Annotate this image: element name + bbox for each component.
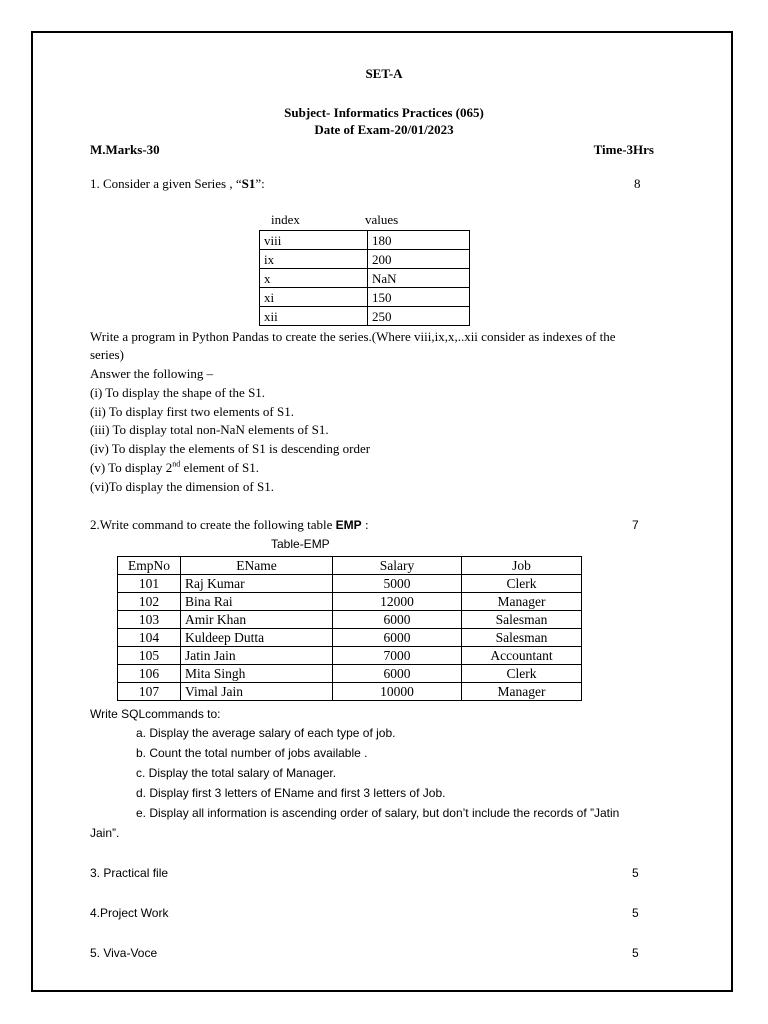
q3-label: 3. Practical file bbox=[90, 866, 169, 880]
q1-question: 1. Consider a given Series , “S1”: bbox=[90, 176, 265, 191]
table-row: 106 Mita Singh 6000 Clerk bbox=[118, 665, 582, 683]
q4-label: 4.Project Work bbox=[90, 906, 169, 920]
table-row: 101 Raj Kumar 5000 Clerk bbox=[118, 575, 582, 593]
q1-marks: 8 bbox=[634, 176, 641, 191]
q1-item-1: (i) To display the shape of the S1. bbox=[90, 385, 266, 400]
q2-question: 2.Write command to create the following table EMP : bbox=[90, 517, 369, 532]
q1-item-3: (iii) To display total non-NaN elements of S1. bbox=[90, 422, 329, 437]
q1-item-4: (iv) To display the elements of S1 is descending order bbox=[90, 441, 371, 456]
table-row: 107 Vimal Jain 10000 Manager bbox=[118, 683, 582, 701]
set-label: SET-A bbox=[365, 66, 403, 81]
q5-label: 5. Viva-Voce bbox=[90, 946, 158, 960]
exam-date: Date of Exam-20/01/2023 bbox=[314, 122, 454, 137]
sql-task-e: e. Display all information is ascending order of salary, but don’t include the records of ”Jatin bbox=[136, 806, 620, 820]
table-row: xi 150 bbox=[260, 288, 470, 307]
q3-marks: 5 bbox=[632, 866, 639, 880]
table-row: 102 Bina Rai 12000 Manager bbox=[118, 593, 582, 611]
q1-item-6: (vi)To display the dimension of S1. bbox=[90, 479, 274, 494]
table-row: xii 250 bbox=[260, 307, 470, 326]
q2-marks: 7 bbox=[632, 518, 639, 532]
sql-task-a: a. Display the average salary of each type of job. bbox=[136, 726, 396, 740]
sql-task-d: d. Display first 3 letters of EName and first 3 letters of Job. bbox=[136, 786, 446, 800]
emp-table-header: EmpNo EName Salary Job bbox=[118, 557, 582, 575]
table-row: ix 200 bbox=[260, 250, 470, 269]
max-marks: M.Marks-30 bbox=[90, 142, 160, 157]
q1-instruction-line1: Write a program in Python Pandas to create the series.(Where viii,ix,x,..xii consider as indexes of the bbox=[90, 329, 616, 344]
table-row: x NaN bbox=[260, 269, 470, 288]
table-row: 105 Jatin Jain 7000 Accountant bbox=[118, 647, 582, 665]
sql-intro: Write SQLcommands to: bbox=[90, 707, 221, 721]
q4-marks: 5 bbox=[632, 906, 639, 920]
sql-task-b: b. Count the total number of jobs available . bbox=[136, 746, 368, 760]
table-row: viii 180 bbox=[260, 231, 470, 250]
q1-instruction-line2: series) bbox=[90, 347, 124, 362]
table-row: 103 Amir Khan 6000 Salesman bbox=[118, 611, 582, 629]
emp-table-caption: Table-EMP bbox=[271, 537, 330, 551]
subject-title: Subject- Informatics Practices (065) bbox=[284, 105, 484, 120]
q1-item-2: (ii) To display first two elements of S1. bbox=[90, 404, 294, 419]
table-row: 104 Kuldeep Dutta 6000 Salesman bbox=[118, 629, 582, 647]
q1-answer-intro: Answer the following – bbox=[90, 366, 214, 381]
series-index-header: index bbox=[271, 212, 300, 227]
sql-task-e-cont: Jain”. bbox=[90, 826, 120, 840]
sql-task-c: c. Display the total salary of Manager. bbox=[136, 766, 337, 780]
q1-item-5: (v) To display 2nd element of S1. bbox=[90, 459, 259, 475]
emp-table bbox=[117, 556, 582, 701]
time-allowed: Time-3Hrs bbox=[593, 142, 654, 157]
series-values-header: values bbox=[365, 212, 399, 227]
q5-marks: 5 bbox=[632, 946, 639, 960]
series-table bbox=[259, 230, 470, 326]
